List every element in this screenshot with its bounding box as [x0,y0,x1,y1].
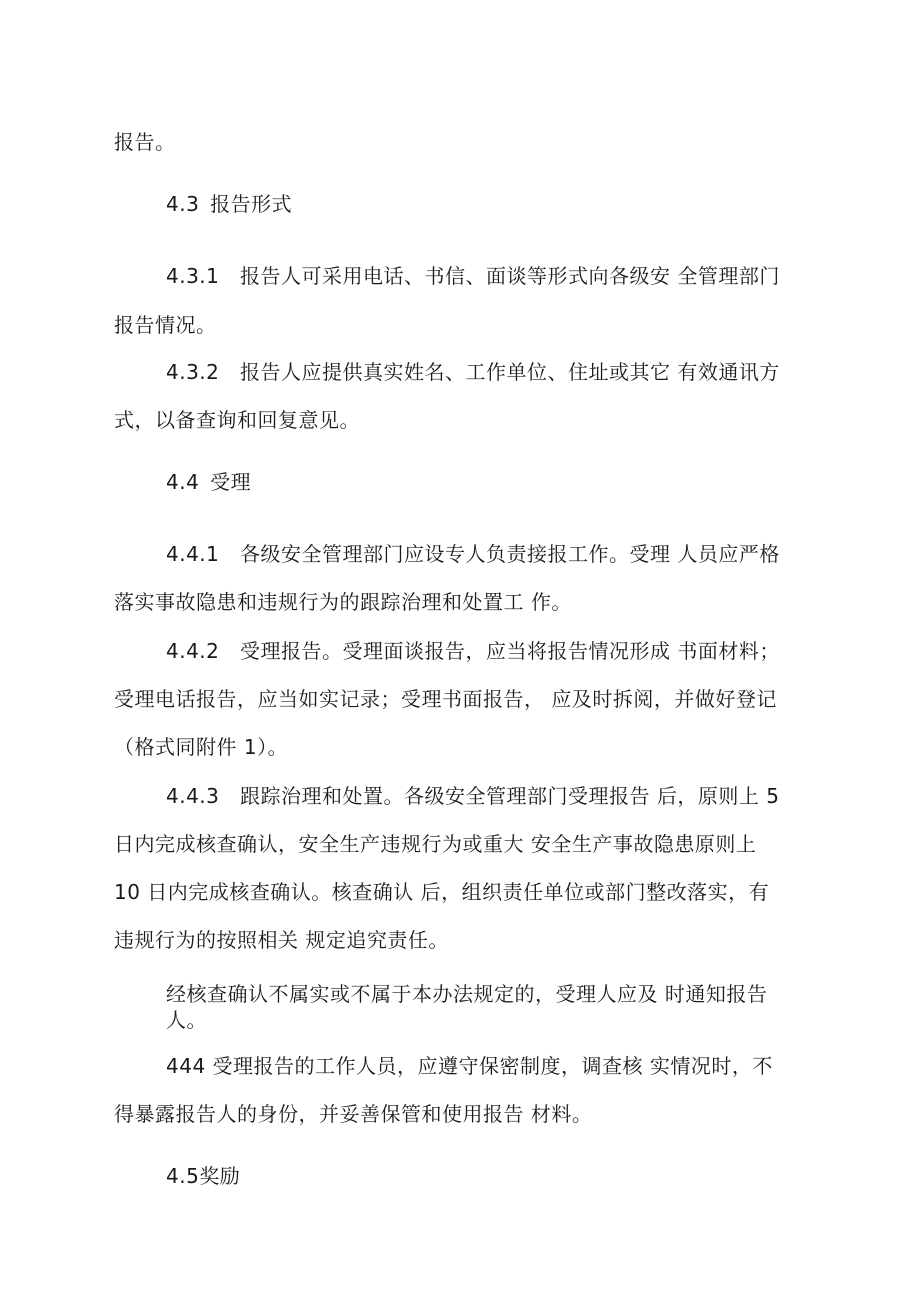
clause-number: 4.4.2 [166,639,220,663]
section-title: 受理 [210,470,252,494]
text: 日内完成核查确认，安全生产违规行为或重大 安全生产事故隐患原则上 [114,832,757,856]
clause-4-4-4-line-1 [166,1054,773,1078]
text: 受理报告。受理面谈报告，应当将报告情况形成 书面材料； [240,639,780,663]
section-title: 报告形式 [210,192,293,216]
section-title: 奖励 [199,1164,241,1188]
paragraph-line [114,130,176,154]
clause-number: 4.4.3 [166,784,220,808]
section-number: 4.5 [166,1164,200,1188]
section-heading-4-5 [166,1164,240,1188]
clause-4-4-2-line-2 [114,687,777,711]
clause-4-3-1-line-1 [166,264,780,288]
clause-4-3-2-line-1 [166,360,780,384]
text: 报告人可采用电话、书信、面谈等形式向各级安 全管理部门 [240,264,780,288]
text: 人。 [166,1008,207,1032]
text: 式，以备查询和回复意见。 [114,408,360,432]
section-number: 4.3 [166,192,200,216]
section-number: 4.4 [166,470,200,494]
paragraph-line [166,982,767,1006]
clause-4-4-3-line-2 [114,832,756,856]
text: 得暴露报告人的身份，并妥善保管和使用报告 材料。 [114,1102,593,1126]
text: 报告。 [114,130,176,154]
clause-4-4-3-line-3 [114,880,769,904]
text: 报告情况。 [114,313,217,337]
clause-number: 4.3.2 [166,360,220,384]
clause-4-4-1-line-2 [114,590,572,614]
clause-4-4-3-line-1 [166,784,779,808]
text: 444 受理报告的工作人员，应遵守保密制度，调查核 实情况时，不 [166,1054,773,1078]
text: 各级安全管理部门应设专人负责接报工作。受理 人员应严格 [240,542,780,566]
clause-4-4-2-line-3 [114,735,288,759]
clause-4-3-2-line-2 [114,408,360,432]
section-heading-4-3 [166,192,292,216]
text: 经核查确认不属实或不属于本办法规定的，受理人应及 时通知报告 [166,982,768,1006]
text: 跟踪治理和处置。各级安全管理部门受理报告 后，原则上 5 [240,784,780,808]
clause-number: 4.3.1 [166,264,220,288]
text: 受理电话报告，应当如实记录；受理书面报告， 应及时拆阅，并做好登记 [114,687,777,711]
clause-4-3-1-line-2 [114,313,217,337]
clause-4-4-4-line-2 [114,1102,592,1126]
clause-4-4-2-line-1 [166,639,780,663]
text: 10 日内完成核查确认。核查确认 后，组织责任单位或部门整改落实，有 [114,880,770,904]
clause-number: 4.4.1 [166,542,220,566]
text: 违规行为的按照相关 规定追究责任。 [114,928,449,952]
section-heading-4-4 [166,470,251,494]
text: （格式同附件 1）。 [114,735,289,759]
text: 落实事故隐患和违规行为的跟踪治理和处置工 作。 [114,590,572,614]
paragraph-line [166,1008,207,1032]
clause-4-4-3-line-4 [114,928,449,952]
text: 报告人应提供真实姓名、工作单位、住址或其它 有效通讯方 [240,360,780,384]
clause-4-4-1-line-1 [166,542,780,566]
